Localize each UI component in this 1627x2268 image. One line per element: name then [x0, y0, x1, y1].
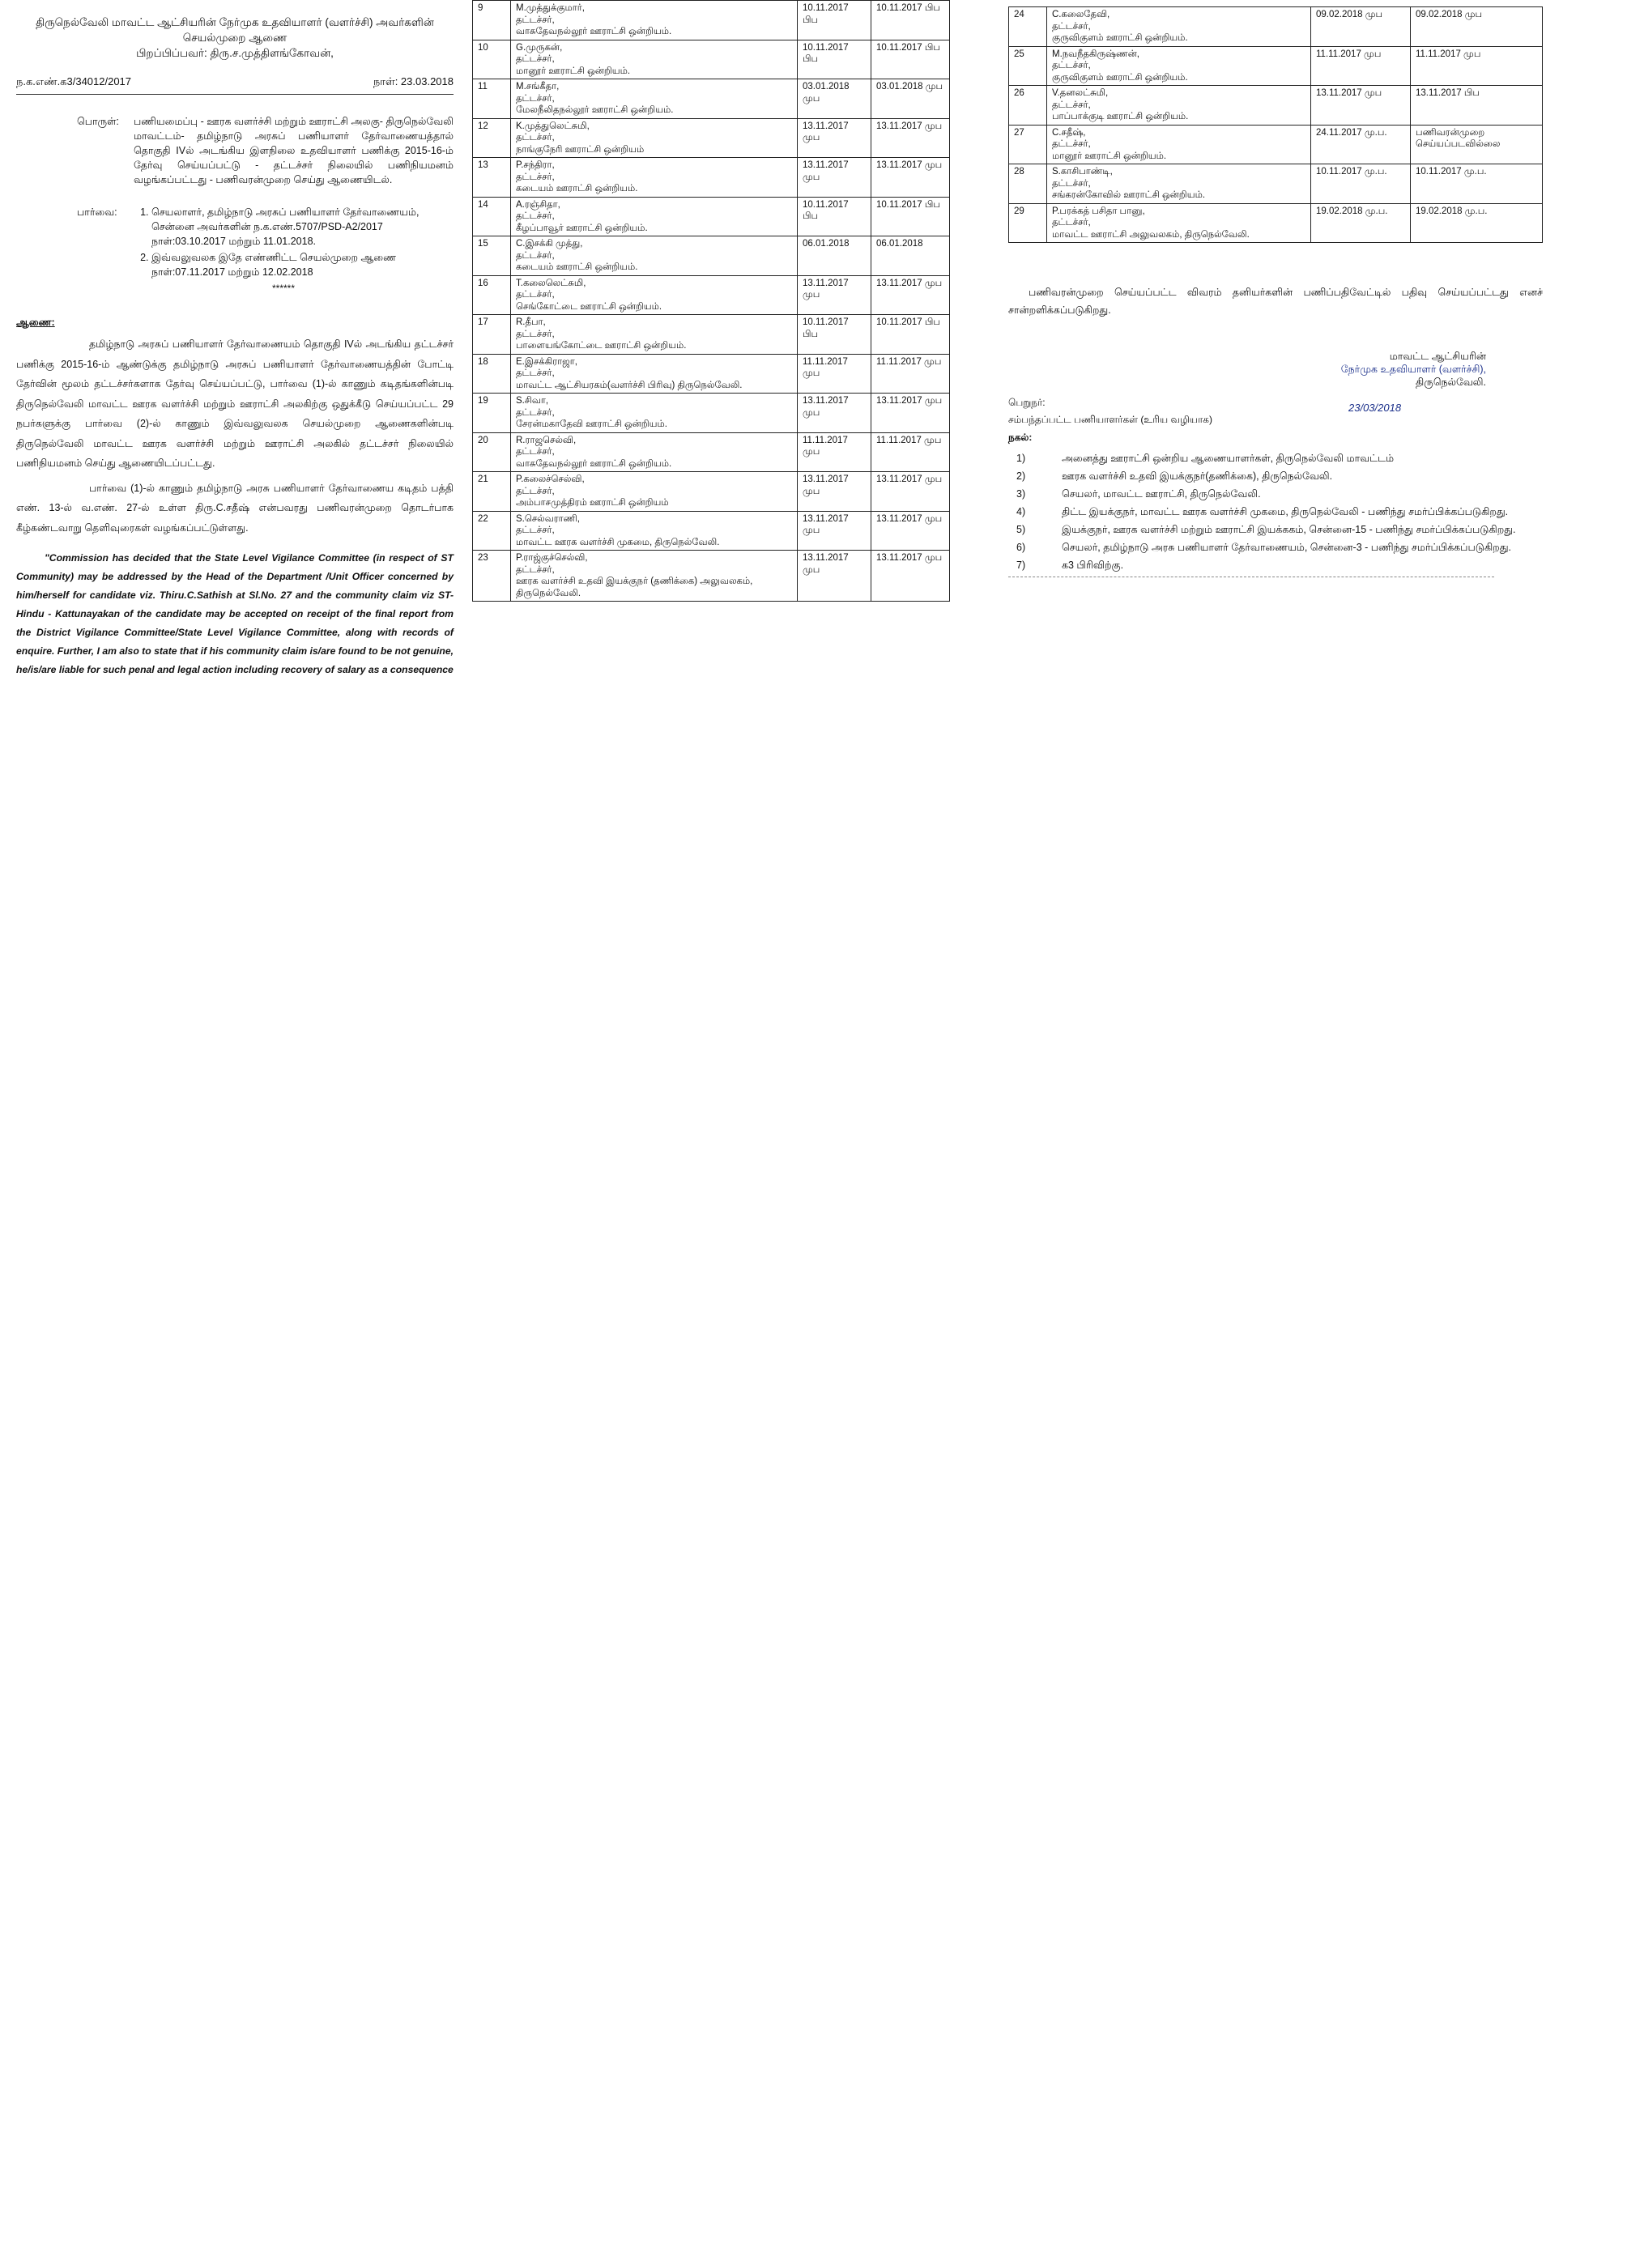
appointee-post: தட்டச்சர், [516, 15, 555, 25]
appointee-post: தட்டச்சர், [1052, 139, 1091, 149]
joining-date [798, 551, 871, 602]
order-page-1 [16, 0, 454, 679]
appointee-post: தட்டச்சர், [516, 486, 555, 496]
table-row [1009, 125, 1543, 164]
regularisation-date: 13.11.2017 முப [871, 158, 950, 198]
appointee-office: மாவட்ட ஊரக வளர்ச்சி முகமை, திருநெல்வேலி. [516, 537, 720, 547]
appointee-details [511, 1, 798, 40]
certification-text: பணிவரன்முறை செய்யப்பட்ட விவரம் தனியர்களின் பணிப்பதிவேட்டில் பதிவு செய்யப்பட்டது எனச் சான்றளிக்கப்படுகிறது. [1008, 287, 1543, 316]
order-page-2 [472, 0, 950, 602]
table-row [473, 158, 950, 198]
joining-date: 09.02.2018 முப [1311, 7, 1411, 47]
joining-session: பிப [803, 15, 819, 25]
reference-item: 1. செயலாளர், தமிழ்நாடு அரசுப் பணியாளர் தேர்வாணையம், சென்னை அவர்களின் ந.க.எண்.5707/PSD-A2/2017 நாள்:03.10.2017 மற்றும் 11.01.2018. [151, 205, 454, 249]
signature-block [1008, 350, 1543, 389]
joining-date-value: 13.11.2017 [803, 513, 849, 524]
appointee-office: சேரன்மகாதேவி ஊராட்சி ஒன்றியம். [516, 419, 667, 429]
regularisation-date: 11.11.2017 முப [1411, 46, 1543, 86]
serial-number: 25 [1009, 46, 1047, 86]
order-date: நாள்: 23.03.2018 [373, 75, 454, 87]
table-row [473, 1, 950, 40]
serial-number: 29 [1009, 203, 1047, 243]
copy-recipient: செயலர், தமிழ்நாடு அரசு பணியாளர் தேர்வாணையம், சென்னை-3 - பணிந்து சமர்ப்பிக்கப்படுகிறது. [1062, 542, 1512, 553]
appointee-details [1047, 125, 1311, 164]
copy-number: 3) [1016, 488, 1026, 500]
appointee-name: S.செல்வராணி, [516, 513, 580, 524]
appointee-details [511, 315, 798, 355]
regularisation-date: 09.02.2018 முப [1411, 7, 1543, 47]
recipient-label: பெறுநர்: [1008, 397, 1046, 408]
table-row [473, 275, 950, 315]
regularisation-date: 13.11.2017 பிப [1411, 86, 1543, 126]
signature-line-3: திருநெல்வேலி. [1416, 377, 1486, 388]
appointee-details [511, 236, 798, 276]
references-list [134, 205, 454, 281]
header-title-line: செயல்முறை ஆணை [182, 32, 287, 44]
appointee-post: தட்டச்சர், [1052, 61, 1091, 70]
appointee-post: தட்டச்சர், [516, 250, 555, 261]
appointee-name: C.இசக்கி முத்து, [516, 239, 583, 249]
joining-date-value: 13.11.2017 [803, 474, 849, 484]
copy-item [1008, 558, 1543, 573]
regularisation-date: 10.11.2017 பிப [871, 40, 950, 79]
appointee-details [511, 354, 798, 394]
copy-item [1008, 487, 1543, 502]
recipient-text: சம்பந்தப்பட்ட பணியாளர்கள் (உரிய வழியாக) [1008, 414, 1212, 425]
regularisation-date: 13.11.2017 முப [871, 394, 950, 433]
joining-date-value: 13.11.2017 [803, 160, 849, 170]
appointee-details [511, 472, 798, 512]
subject-block [16, 114, 454, 187]
joining-date-value: 06.01.2018 [803, 239, 850, 249]
subject-text: பணியமைப்பு - ஊரக வளர்ச்சி மற்றும் ஊராட்சி அலகு- திருநெல்வேலி மாவட்டம்- தமிழ்நாடு அரசுப் பணியாளர் தேர்வாணையத்தால் தொகுதி IVல் அடங்கிய இளநிலை உதவியாளர் பணிக்கு 2015-16-ம் தேர்வு செய்யப்பட்டு - தட்டச்சர் நிலையில் பணிநியமனம் வழங்கப்பட்டது - பணிவரன்முறை செய்து ஆணையிடல். [134, 116, 454, 185]
appointee-name: R.தீபா, [516, 317, 546, 327]
joining-session: முப [803, 447, 820, 457]
joining-date-value: 13.11.2017 [803, 278, 849, 288]
joining-date-value: 13.11.2017 [803, 121, 849, 131]
table-row [473, 236, 950, 276]
appointee-office: கடையம் ஊராட்சி ஒன்றியம். [516, 184, 638, 194]
table-row [1009, 86, 1543, 126]
separator-stars: ****** [271, 283, 296, 294]
joining-date [798, 197, 871, 236]
appointee-post: தட்டச்சர், [516, 368, 555, 378]
joining-date [798, 79, 871, 119]
appointee-office: வாசுதேவநல்லூர் ஊராட்சி ஒன்றியம். [516, 27, 672, 36]
appointee-details [511, 275, 798, 315]
joining-date-value: 10.11.2017 [803, 42, 849, 53]
serial-number: 23 [473, 551, 511, 602]
appointee-details [1047, 7, 1311, 47]
appointee-name: K.முத்துலெட்சுமி, [516, 121, 590, 131]
serial-number: 28 [1009, 164, 1047, 204]
joining-date-value: 10.11.2017 [803, 199, 849, 210]
copy-item [1008, 451, 1543, 466]
order-page-3 [1008, 0, 1543, 577]
appointee-name: R.ராஜசெல்வி, [516, 435, 577, 445]
joining-date [798, 1, 871, 40]
appointee-details [511, 551, 798, 602]
joining-session: முப [803, 526, 820, 535]
appointee-office: மாவட்ட ஊராட்சி அலுவலகம், திருநெல்வேலி. [1052, 229, 1250, 240]
appointee-office: நாங்குநேரி ஊராட்சி ஒன்றியம் [516, 144, 645, 155]
order-paragraph-1: தமிழ்நாடு அரசுப் பணியாளர் தேர்வாணையம் தொகுதி IVல் அடங்கிய தட்டச்சர் பணிக்கு 2015-16-ம் ஆண்டுக்கு தமிழ்நாடு அரசுப் பணியாளர் தேர்வாணையத்தின் போட்டி தேர்வின் மூலம் தட்டச்சர்களாக தேர்வு செய்யப்பட்டு, பார்வை (1)-ல் காணும் கடிதங்களின்படி திருநெல்வேலி மாவட்ட ஊரக வளர்ச்சி மற்றும் ஊராட்சி அலகிற்கு ஒதுக்கீடு செய்யப்பட்ட 29 நபர்களுக்கு பார்வை (2)-ல் காணும் இவ்வலுவலக செயல்முறை ஆணைகளின்படி திருநெல்வேலி மாவட்ட ஊரக வளர்ச்சி மற்றும் ஊராட்சி அலகில் தட்டச்சர் நிலையில் பணிநியமனம் செய்து ஆணையிடப்பட்டது. [16, 338, 454, 469]
regularisation-date: 13.11.2017 முப [871, 275, 950, 315]
appointee-details [1047, 46, 1311, 86]
order-label: ஆணை: [16, 317, 55, 328]
joining-session: முப [803, 564, 820, 575]
table-row [473, 354, 950, 394]
copy-recipient: அனைத்து ஊராட்சி ஒன்றிய ஆணையாளர்கள், திருநெல்வேலி மாவட்டம் [1062, 453, 1395, 464]
appointee-office: பாளையங்கோட்டை ஊராட்சி ஒன்றியம். [516, 341, 687, 351]
serial-number: 19 [473, 394, 511, 433]
joining-date [798, 158, 871, 198]
regularisation-date: 19.02.2018 மு.ப. [1411, 203, 1543, 243]
appointee-name: P.கலைச்செல்வி, [516, 474, 585, 484]
appointee-post: தட்டச்சர், [1052, 218, 1091, 228]
serial-number: 9 [473, 1, 511, 40]
table-row [473, 315, 950, 355]
appointee-details [511, 197, 798, 236]
appointee-details [511, 158, 798, 198]
joining-date [798, 315, 871, 355]
appointee-details [511, 394, 798, 433]
joining-session: பிப [803, 329, 819, 339]
appointee-name: M.முத்துக்குமார், [516, 3, 585, 13]
appointee-post: தட்டச்சர், [516, 407, 555, 418]
joining-date: 11.11.2017 முப [1311, 46, 1411, 86]
serial-number: 14 [473, 197, 511, 236]
appointee-name: M.நவநீதகிருஷ்ணன், [1052, 49, 1139, 59]
joining-date [798, 354, 871, 394]
joining-date [798, 236, 871, 276]
table-row [473, 472, 950, 512]
serial-number: 10 [473, 40, 511, 79]
appointee-name: T.கலைலெட்சுமி, [516, 278, 586, 288]
appointee-office: வாசுதேவநல்லூர் ஊராட்சி ஒன்றியம். [516, 458, 672, 469]
appointee-table-right [1008, 6, 1543, 243]
joining-session: முப [803, 407, 820, 418]
appointee-post: தட்டச்சர், [516, 447, 555, 457]
regularisation-date: 13.11.2017 முப [871, 118, 950, 158]
appointee-post: தட்டச்சர், [516, 133, 555, 143]
appointee-name: V.தனலட்சுமி, [1052, 88, 1109, 98]
joining-session: முப [803, 93, 820, 104]
serial-number: 12 [473, 118, 511, 158]
table-row [473, 118, 950, 158]
table-row [1009, 46, 1543, 86]
joining-date [798, 40, 871, 79]
appointee-post: தட்டச்சர், [516, 526, 555, 535]
appointee-name: S.சிவா, [516, 396, 549, 406]
joining-date-value: 03.01.2018 [803, 82, 850, 91]
joining-session: முப [803, 368, 820, 378]
references-block [16, 205, 454, 281]
copy-recipient: க3 பிரிவிற்கு. [1062, 560, 1124, 571]
appointee-details [1047, 164, 1311, 204]
regularisation-date: 10.11.2017 பிப [871, 197, 950, 236]
appointee-post: தட்டச்சர், [1052, 100, 1091, 110]
appointee-post: தட்டச்சர், [516, 211, 555, 221]
appointee-office: குருவிகுளம் ஊராட்சி ஒன்றியம். [1052, 33, 1188, 43]
joining-date-value: 13.11.2017 [803, 553, 849, 563]
joining-date: 19.02.2018 மு.ப. [1311, 203, 1411, 243]
appointee-post: தட்டச்சர், [1052, 178, 1091, 189]
copy-number: 7) [1016, 560, 1026, 571]
appointee-post: தட்டச்சர், [1052, 21, 1091, 32]
copy-number: 6) [1016, 542, 1026, 553]
table-row [473, 40, 950, 79]
joining-session: முப [803, 172, 820, 182]
serial-number: 15 [473, 236, 511, 276]
regularisation-date: 06.01.2018 [871, 236, 950, 276]
regularisation-date: 10.11.2017 பிப [871, 315, 950, 355]
appointee-office: மானூர் ஊராட்சி ஒன்றியம். [1052, 151, 1167, 161]
joining-date [798, 472, 871, 512]
appointee-name: C.சதீஷ், [1052, 127, 1086, 138]
joining-date-value: 11.11.2017 [803, 435, 848, 445]
copy-number: 5) [1016, 524, 1026, 535]
appointee-office: அம்பாசமுத்திரம் ஊராட்சி ஒன்றியம் [516, 498, 669, 508]
header-issuer-line: பிறப்பிப்பவர்: திரு.ச.முத்திளங்கோவன், [136, 47, 334, 59]
copy-number: 1) [1016, 453, 1026, 464]
appointee-post: தட்டச்சர், [516, 290, 555, 300]
table-row [473, 511, 950, 551]
joining-date [798, 118, 871, 158]
joining-date-value: 13.11.2017 [803, 396, 849, 406]
regularisation-date: 13.11.2017 முப [871, 472, 950, 512]
appointee-office: குருவிகுளம் ஊராட்சி ஒன்றியம். [1052, 72, 1188, 83]
appointee-post: தட்டச்சர், [516, 172, 555, 182]
table-row [1009, 203, 1543, 243]
copy-number: 2) [1016, 470, 1026, 482]
joining-session: பிப [803, 54, 819, 64]
serial-number: 22 [473, 511, 511, 551]
appointee-table-mid [472, 0, 950, 602]
serial-number: 11 [473, 79, 511, 119]
commission-quote: "Commission has decided that the State Level Vigilance Committee (in respect of ST Community) may be addressed by the Head of the Department /Unit Officer concerned by him/herself for candidate viz. Thiru.C.Sathish at Sl.No. 27 and the community claim viz ST-Hindu - Kattunayakan of the candidate may be accepted on receipt of the final report from the District Vigilance Committee/State Level Vigilance Committee, along with records of enquire. Further, I am also to state that if his community claim is/are found to be not genuine, he/is/are liable for such penal and legal action including recovery of salary as a consequence [16, 552, 454, 675]
appointee-name: G.முருகன், [516, 42, 563, 53]
joining-session: பிப [803, 211, 819, 221]
table-row [473, 394, 950, 433]
serial-number: 16 [473, 275, 511, 315]
serial-number: 27 [1009, 125, 1047, 164]
joining-date-value: 10.11.2017 [803, 3, 849, 13]
appointee-details [511, 432, 798, 472]
copy-item [1008, 504, 1543, 520]
copy-recipient: திட்ட இயக்குநர், மாவட்ட ஊரக வளர்ச்சி முகமை, திருநெல்வேலி - பணிந்து சமர்ப்பிக்கப்படுகிறது. [1062, 506, 1509, 517]
appointee-details [511, 118, 798, 158]
joining-date: 24.11.2017 மு.ப. [1311, 125, 1411, 164]
copy-recipient: ஊரக வளர்ச்சி உதவி இயக்குநர்(தணிக்கை), திருநெல்வேலி. [1062, 470, 1333, 482]
regularisation-date: 13.11.2017 முப [871, 511, 950, 551]
copy-item [1008, 522, 1543, 538]
appointee-office: ஊரக வளர்ச்சி உதவி இயக்குநர் (தணிக்கை) அலுவலகம், திருநெல்வேலி. [516, 577, 753, 598]
appointee-name: M.சங்கீதா, [516, 82, 560, 91]
appointee-office: கடையம் ஊராட்சி ஒன்றியம். [516, 262, 638, 272]
serial-number: 18 [473, 354, 511, 394]
copy-list [1008, 451, 1543, 573]
regularisation-date: 10.11.2017 பிப [871, 1, 950, 40]
table-row [1009, 7, 1543, 47]
copy-label: நகல்: [1008, 432, 1033, 443]
signature-line-1: மாவட்ட ஆட்சியரின் [1389, 351, 1486, 362]
serial-number: 17 [473, 315, 511, 355]
appointee-office: செங்கோட்டை ஊராட்சி ஒன்றியம். [516, 301, 662, 312]
appointee-office: சங்கரன்கோவில் ஊராட்சி ஒன்றியம். [1052, 190, 1206, 200]
regularisation-date: 10.11.2017 மு.ப. [1411, 164, 1543, 204]
table-row [473, 79, 950, 119]
regularisation-date: 13.11.2017 முப [871, 551, 950, 602]
appointee-name: A.ரஞ்சிதா, [516, 199, 560, 210]
regularisation-date: 11.11.2017 முப [871, 432, 950, 472]
appointee-name: P.பரக்கத் பசிதா பானு, [1052, 206, 1145, 216]
serial-number: 24 [1009, 7, 1047, 47]
appointee-post: தட்டச்சர், [516, 93, 555, 104]
appointee-name: P.சந்திரா, [516, 160, 555, 170]
appointee-details [511, 511, 798, 551]
joining-session: முப [803, 133, 820, 143]
appointee-office: பாப்பாக்குடி ஊராட்சி ஒன்றியம். [1052, 112, 1189, 121]
appointee-office: மாவட்ட ஆட்சியரகம்(வளர்ச்சி பிரிவு) திருநெல்வேலி. [516, 380, 743, 390]
regularisation-date: 03.01.2018 முப [871, 79, 950, 119]
appointee-details [1047, 86, 1311, 126]
reference-number: ந.க.எண்.க3/34012/2017 [16, 75, 132, 87]
copy-item [1008, 469, 1543, 484]
appointee-details [511, 40, 798, 79]
appointee-name: E.இசக்கிராஜா, [516, 356, 577, 367]
header-divider [16, 94, 454, 95]
joining-date [798, 275, 871, 315]
copy-number: 4) [1016, 506, 1026, 517]
appointee-post: தட்டச்சர், [516, 54, 555, 64]
copy-recipient: செயலர், மாவட்ட ஊராட்சி, திருநெல்வேலி. [1062, 488, 1261, 500]
serial-number: 21 [473, 472, 511, 512]
handwritten-date: 23/03/2018 [1348, 402, 1402, 414]
appointee-name: S.காசிபாண்டி, [1052, 167, 1113, 177]
table-row [473, 197, 950, 236]
header-office-line: திருநெல்வேலி மாவட்ட ஆட்சியரின் நேர்முக உதவியாளர் (வளர்ச்சி) அவர்களின் [36, 16, 434, 28]
subject-label: பொருள்: [77, 116, 119, 127]
serial-number: 26 [1009, 86, 1047, 126]
regularisation-date: பணிவரன்முறை செய்யப்படவில்லை [1411, 125, 1543, 164]
joining-date [798, 511, 871, 551]
appointee-office: கீழப்பாவூர் ஊராட்சி ஒன்றியம். [516, 223, 648, 233]
joining-date: 13.11.2017 முப [1311, 86, 1411, 126]
signature-line-2: நேர்முக உதவியாளர் (வளர்ச்சி), [1340, 364, 1486, 375]
order-paragraph-2: பார்வை (1)-ல் காணும் தமிழ்நாடு அரசு பணியாளர் தேர்வாணைய கடிதம் பத்தி எண். 13-ல் வ.எண். 27-ல் உள்ள திரு.C.சதீஷ் என்பவரது பணிவரன்முறை தொடர்பாக கீழ்கண்டவாறு தெளிவுரைகள் வழங்கப்பட்டுள்ளது. [16, 482, 454, 534]
references-label: பார்வை: [77, 206, 117, 218]
copy-item [1008, 540, 1543, 555]
reference-item: 2. இவ்வலுவலக இதே எண்ணிட்ட செயல்முறை ஆணை நாள்:07.11.2017 மற்றும் 12.02.2018 [151, 250, 454, 279]
appointee-name: P.ராஜ்குச்செல்வி, [516, 553, 588, 563]
table-row [473, 551, 950, 602]
joining-date [798, 432, 871, 472]
table-row [473, 432, 950, 472]
copy-recipient: இயக்குநர், ஊரக வளர்ச்சி மற்றும் ஊராட்சி இயக்ககம், சென்னை-15 - பணிந்து சமர்ப்பிக்கப்படுகிறது. [1062, 524, 1516, 535]
regularisation-date: 11.11.2017 முப [871, 354, 950, 394]
appointee-name: C.கலைதேவி, [1052, 10, 1110, 19]
joining-date: 10.11.2017 மு.ப. [1311, 164, 1411, 204]
appointee-office: மானூர் ஊராட்சி ஒன்றியம். [516, 66, 631, 76]
appointee-office: மேலநீலிதநல்லூர் ஊராட்சி ஒன்றியம். [516, 105, 674, 115]
appointee-details [511, 79, 798, 119]
appointee-post: தட்டச்சர், [516, 564, 555, 575]
appointee-post: தட்டச்சர், [516, 329, 555, 339]
reference-date-row [16, 75, 454, 89]
joining-date [798, 394, 871, 433]
joining-date-value: 11.11.2017 [803, 356, 848, 367]
appointee-details [1047, 203, 1311, 243]
joining-session: முப [803, 290, 820, 300]
serial-number: 20 [473, 432, 511, 472]
serial-number: 13 [473, 158, 511, 198]
joining-session: முப [803, 486, 820, 496]
joining-date-value: 10.11.2017 [803, 317, 849, 327]
table-row [1009, 164, 1543, 204]
